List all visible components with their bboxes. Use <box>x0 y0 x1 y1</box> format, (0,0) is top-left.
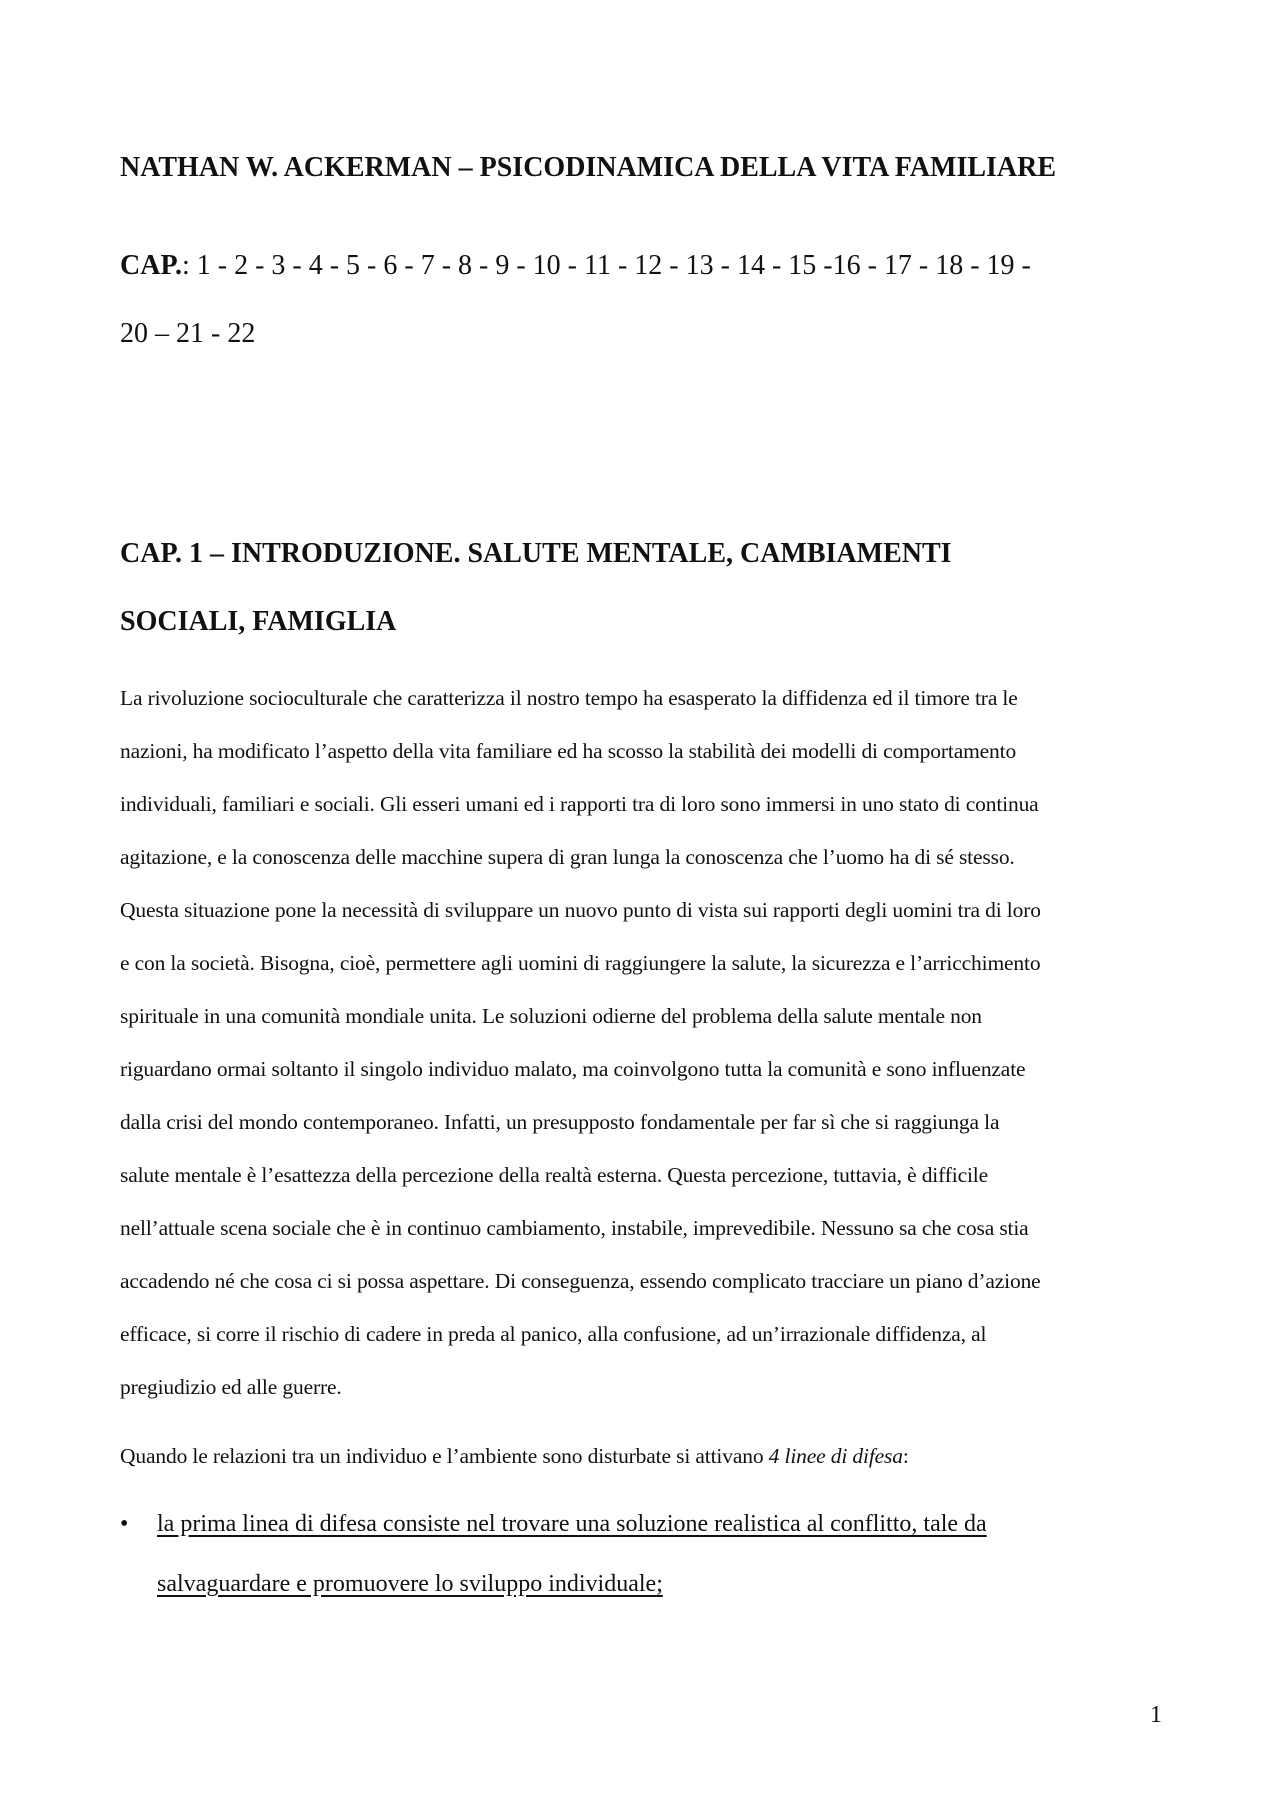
paragraph-defense-text: Quando le relazioni tra un individuo e l’ambiente sono disturbate si attivano <box>120 1444 769 1468</box>
paragraph-defense-suffix: : <box>902 1444 909 1468</box>
list-item-line-2-suffix: ; <box>656 1571 663 1597</box>
list-item-line-2-text: salvaguardare e promuovere lo sviluppo individuale <box>157 1571 657 1597</box>
list-item-text <box>157 1494 1160 1614</box>
paragraph-line: riguardano ormai soltanto il singolo individuo malato, ma coinvolgono tutta la comunità e sono influenzate <box>120 1057 1026 1081</box>
chapter-index-line-2: 20 – 21 - 22 <box>120 318 256 349</box>
paragraph-line: individuali, familiari e sociali. Gli esseri umani ed i rapporti tra di loro sono immersi in uno stato di continua <box>120 792 1039 816</box>
page-number: 1 <box>1150 1702 1162 1728</box>
document-title: NATHAN W. ACKERMAN – PSICODINAMICA DELLA VITA FAMILIARE <box>120 152 1057 183</box>
paragraph-line: dalla crisi del mondo contemporaneo. Infatti, un presupposto fondamentale per far sì che si raggiunga la <box>120 1110 1000 1134</box>
chapter-index-line-1 <box>120 232 1150 300</box>
paragraph-line: pregiudizio ed alle guerre. <box>120 1375 342 1399</box>
paragraph-line: efficace, si corre il rischio di cadere in preda al panico, alla confusione, ad un’irrazionale diffidenza, al <box>120 1322 987 1346</box>
chapter-title <box>120 520 1150 656</box>
defense-lines-list <box>120 1494 1160 1614</box>
list-item-line-2 <box>157 1554 1160 1614</box>
chapter-index <box>120 232 1150 368</box>
paragraph-line: Questa situazione pone la necessità di sviluppare un nuovo punto di vista sui rapporti degli uomini tra di loro <box>120 898 1041 922</box>
paragraph-intro <box>120 672 1160 1414</box>
paragraph-line: salute mentale è l’esattezza della percezione della realtà esterna. Questa percezione, tuttavia, è difficile <box>120 1163 988 1187</box>
paragraph-defense-lines <box>120 1430 1160 1483</box>
paragraph-line: nazioni, ha modificato l’aspetto della vita familiare ed ha scosso la stabilità dei modelli di comportamento <box>120 739 1017 763</box>
list-item <box>120 1494 1160 1614</box>
chapter-title-line-2: SOCIALI, FAMIGLIA <box>120 606 397 637</box>
chapter-index-label: CAP. <box>120 250 182 281</box>
paragraph-line: agitazione, e la conoscenza delle macchine supera di gran lunga la conoscenza che l’uomo ha di sé stesso. <box>120 845 1015 869</box>
paragraph-line: accadendo né che cosa ci si possa aspettare. Di conseguenza, essendo complicato tracciare un piano d’azione <box>120 1269 1041 1293</box>
defense-lines-emphasis: 4 linee di difesa <box>768 1444 903 1468</box>
chapter-title-line-1: CAP. 1 – INTRODUZIONE. SALUTE MENTALE, CAMBIAMENTI <box>120 538 952 569</box>
paragraph-line: La rivoluzione socioculturale che caratterizza il nostro tempo ha esasperato la diffidenza ed il timore tra le <box>120 686 1018 710</box>
bullet-icon: • <box>120 1511 129 1537</box>
paragraph-line: spirituale in una comunità mondiale unita. Le soluzioni odierne del problema della salute mentale non <box>120 1004 982 1028</box>
paragraph-line: e con la società. Bisogna, cioè, permettere agli uomini di raggiungere la salute, la sicurezza e l’arricchimento <box>120 951 1041 975</box>
paragraph-line: nell’attuale scena sociale che è in continuo cambiamento, instabile, imprevedibile. Nessuno sa che cosa stia <box>120 1216 1029 1240</box>
list-item-line-1: la prima linea di difesa consiste nel trovare una soluzione realistica al conflitto, tale da <box>157 1511 987 1537</box>
chapter-index-numbers-1: : 1 - 2 - 3 - 4 - 5 - 6 - 7 - 8 - 9 - 10 - 11 - 12 - 13 - 14 - 15 -16 - 17 - 18 - 19 - <box>181 250 1031 281</box>
paragraph-line <box>120 1430 1160 1483</box>
